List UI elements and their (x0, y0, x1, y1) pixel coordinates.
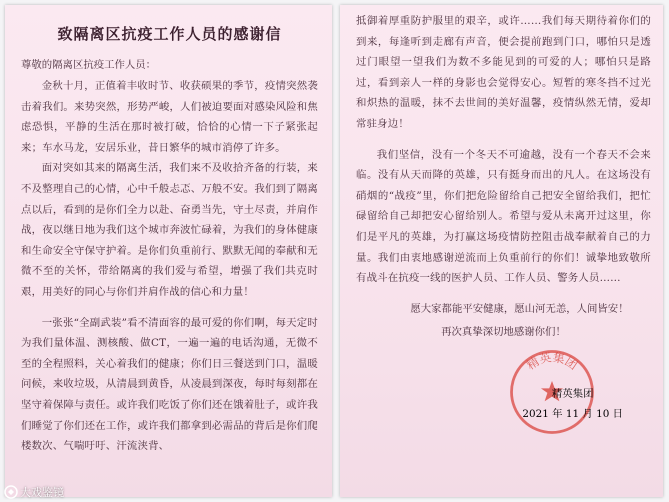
letter-paragraph: 金秋十月，正值着丰收时节、收获硕果的季节，疫情突然袭击着我们。来势突然，形势严峻，人们被迫要面对感染风险和焦虑恐惧，平静的生活在那时被打破，恰恰的心情一下子紧张起来；车水马龙，安居乐业，昔日繁华的城市消停了许多。 (21, 80, 318, 154)
letter-paragraph: 我们坚信，没有一个冬天不可逾越，没有一个春天不会来临。没有从天而降的英雄，只有挺身而出的凡人。在这场没有硝烟的“战疫”里，你们把危险留给自己把安全留给我们，把忙碌留给自己却把安心留给别人。希望与爱从未离开过这里，你们是平凡的英雄，为打赢这场疫情防控阻击战奉献着自己的力量。我们由衷地感谢逆流而上负重前行的你们！诚挚地致敬所有战斗在抗疫一线的医护人员、工作人员、警务人员…… (356, 148, 651, 285)
signature-name: 精英集团 (551, 388, 594, 400)
signature-block (522, 384, 623, 424)
closing-thanks: 再次真挚深切地感谢你们！ (441, 325, 566, 338)
watermark-text: 大戏鉴镜 (20, 486, 64, 499)
watermark (4, 484, 64, 500)
seal-text: 精英集团 (524, 350, 580, 373)
letter-salutation: 尊敬的隔离区抗疫工作人员： (21, 59, 157, 71)
letter-title: 致隔离区抗疫工作人员的感谢信 (57, 25, 282, 43)
watermark-logo-icon (4, 485, 18, 499)
letter-page-left (5, 5, 332, 497)
letter-paragraph: 面对突如其来的隔离生活，我们来不及收拾齐备的行装，来不及整理自己的心情，心中千般忐忑、万般不安。我们到了隔离点以后，看到的是你们全力以赴、奋勇当先，守土尽责，并肩作战，夜以继日地为我们这个城市奔波忙碌着，为我们的身体健康和生命安全守保守护着。是你们负重前行、默默无闻的奉献和无微不至的关怀，带给隔离的我们爱与希望，增强了我们共克时艰，用美好的同心与你们并肩作战的信心和力量！ (21, 162, 318, 298)
letter-paragraph: 抵御着厚重防护服里的艰辛，或许……我们每天期待着你们的到来，每逢听到走廊有声音，便会提前跑到门口，哪怕只是透过门眼望一望我们为数不多能见到的可爱的人；哪怕只是路过，看到亲人一样的身影也会觉得安心。短暂的寒冬挡不过光和炽热的温暖，抹不去世间的美好温馨，疫情纵然无情，爱却常驻身边！ (356, 15, 651, 130)
closing-wish: 愿大家都能平安健康，愿山河无恙，人间皆安！ (410, 302, 629, 315)
signature-date: 2021 年 11 月 10 日 (522, 408, 623, 420)
letter-paragraph: 一张张“全副武装”看不清面容的最可爱的你们啊，每天定时为我们量体温、测核酸、做CT，一遍一遍的电话沟通，无微不至的全程照料，关心着我们的健康；你们日三餐送到门口，温暖问候，来收垃圾，从清晨到黄昏，从凌晨到深夜，每时每刻都在坚守着保障与责任。或许我们吃饭了你们还在饿着肚子，或许我们睡觉了你们还在工作，或许我们都拿到必需品的背后是你们爬楼数次、气喘吁吁、汗流浃背、 (21, 316, 318, 453)
